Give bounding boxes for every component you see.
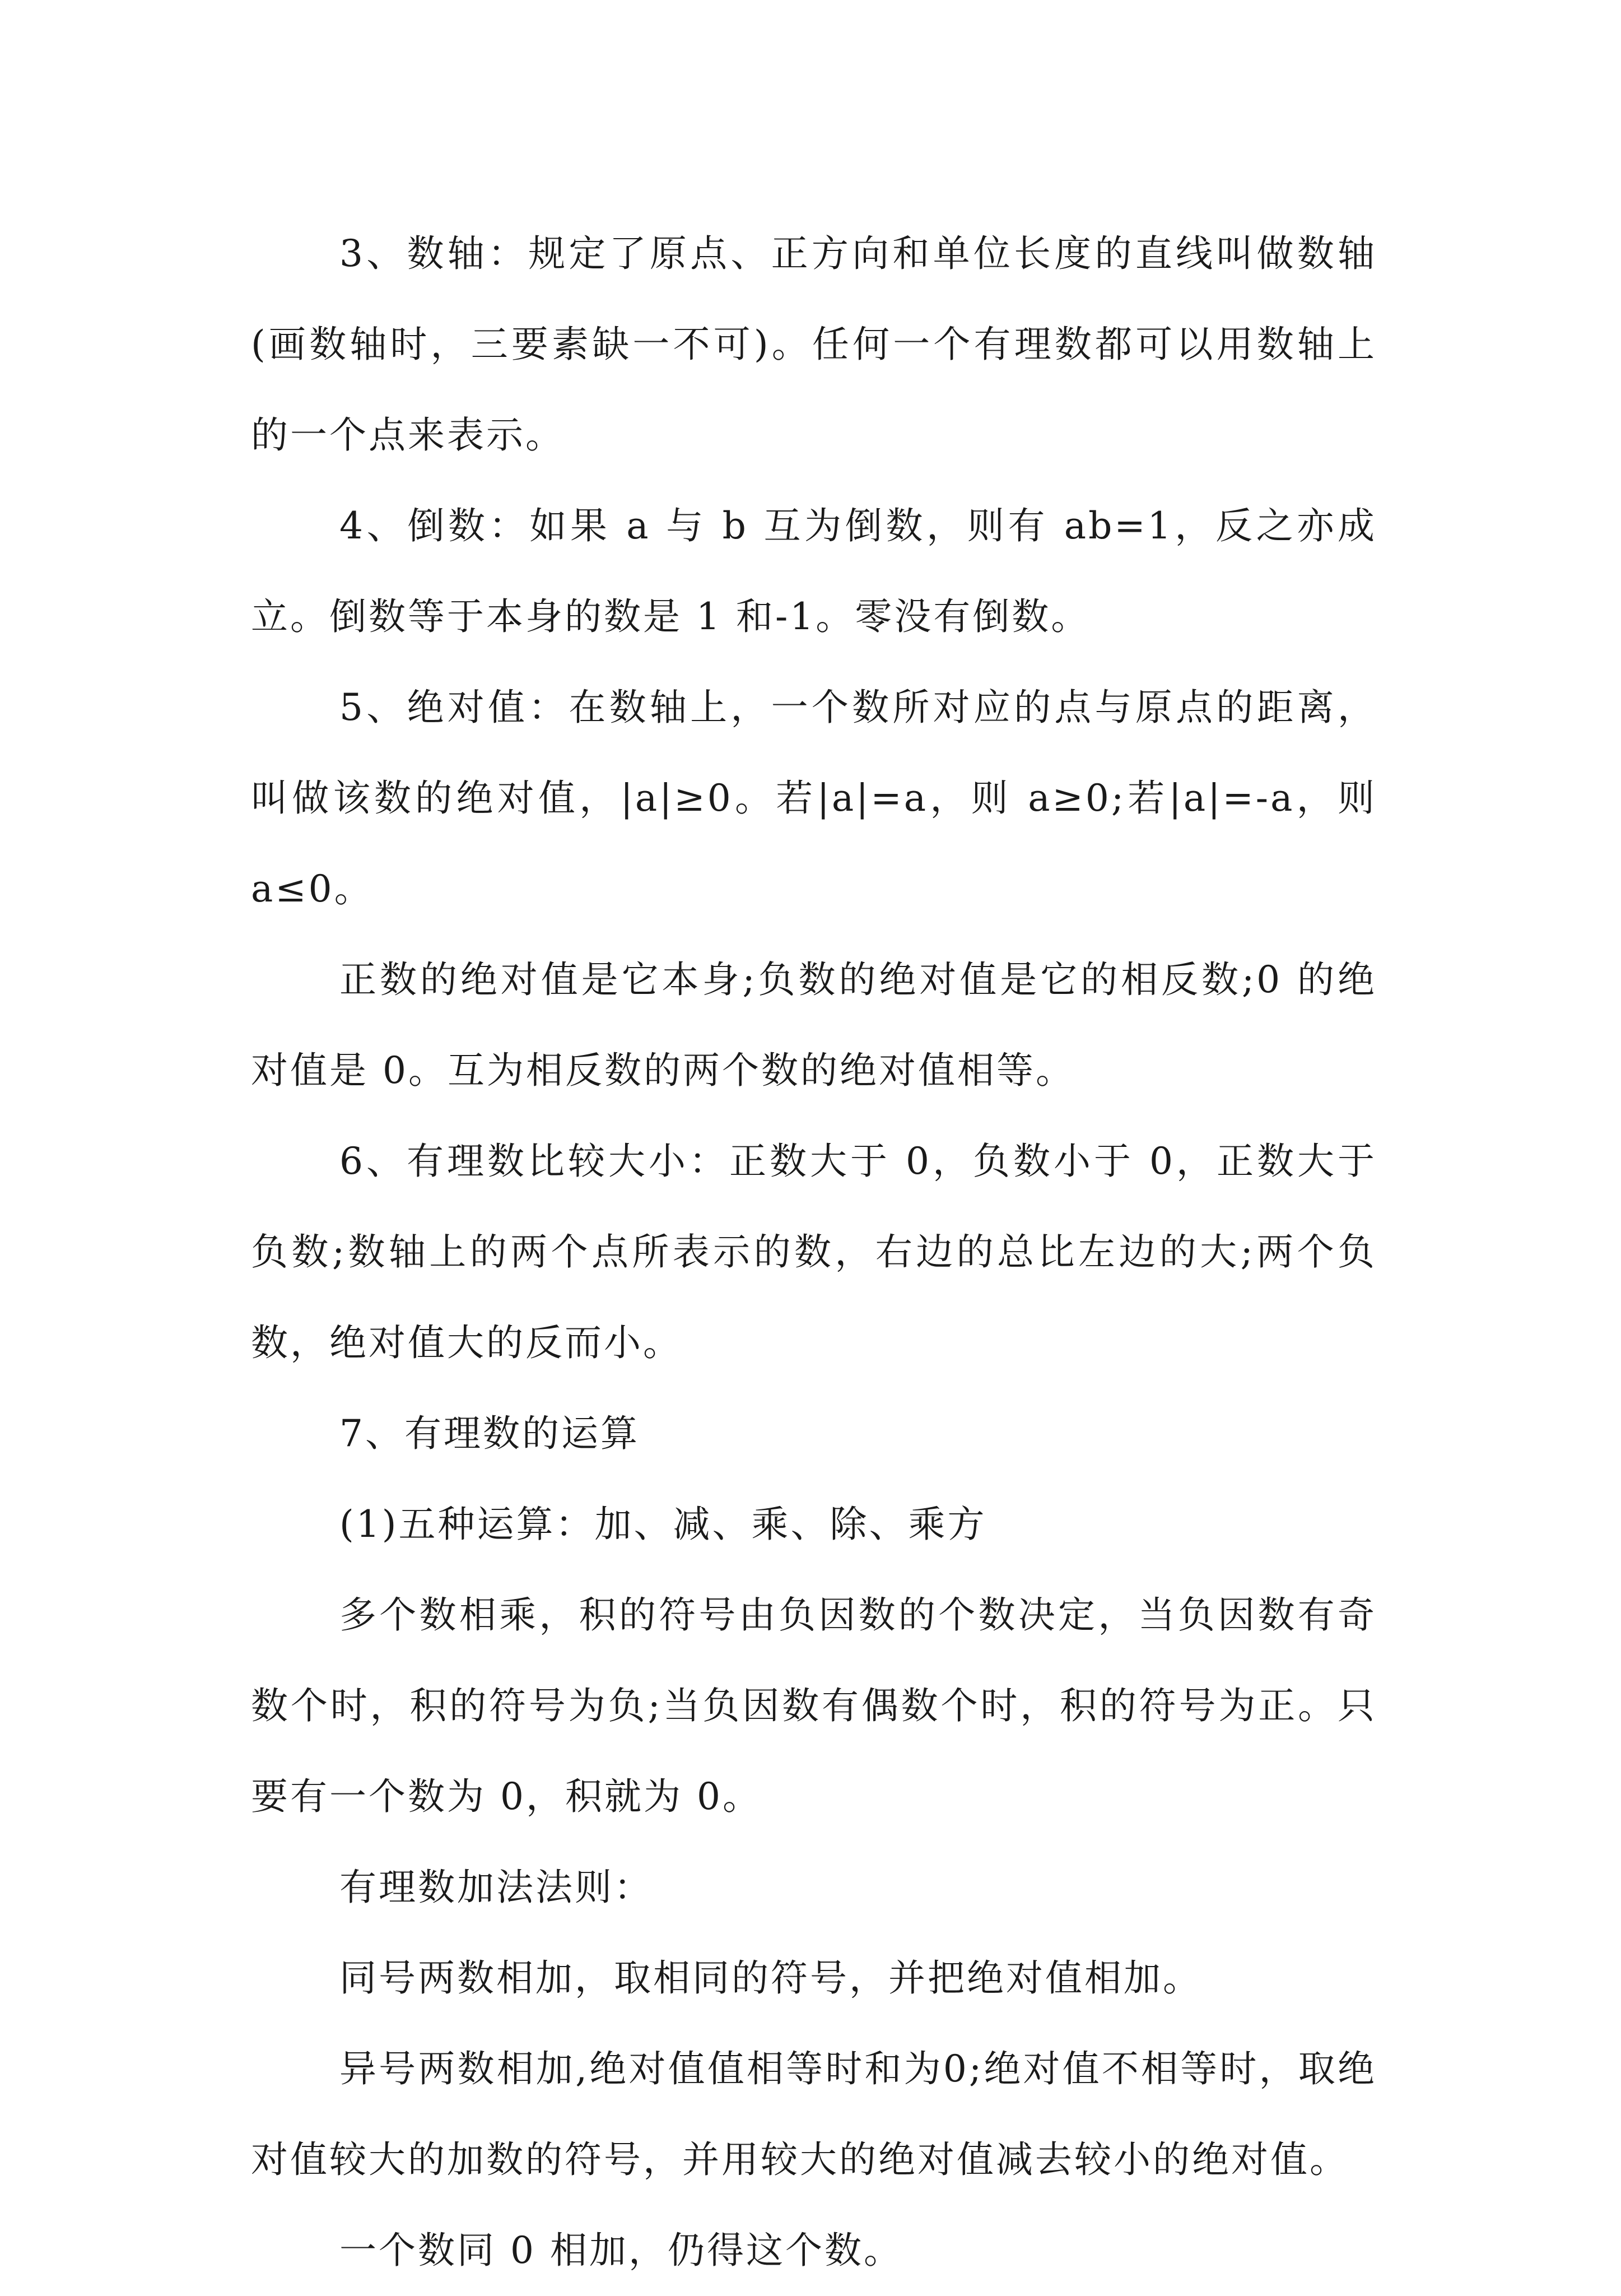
paragraph-add-zero: 一个数同 0 相加，仍得这个数。 [339, 2229, 903, 2272]
paragraph-absolute-value: 5、绝对值：在数轴上，一个数所对应的点与原点的距离，叫做该数的绝对值，|a|≥0。若|a|=a，则 a≥0;若|a|=-a，则 a≤0。 [251, 686, 1377, 910]
paragraph-same-sign-addition: 同号两数相加，取相同的符号，并把绝对值相加。 [339, 1956, 1202, 2000]
document-body [251, 208, 1377, 2296]
paragraph-addition-rules-heading: 有理数加法法则： [339, 1866, 653, 1909]
paragraph-five-operations: (1)五种运算：加、减、乘、除、乘方 [339, 1503, 987, 1546]
paragraph-absolute-value-properties: 正数的绝对值是它本身;负数的绝对值是它的相反数;0 的绝对值是 0。互为相反数的两个数的绝对值相等。 [251, 958, 1377, 1092]
paragraph-number-line: 3、数轴：规定了原点、正方向和单位长度的直线叫做数轴(画数轴时，三要素缺一不可)。任何一个有理数都可以用数轴上的一个点来表示。 [251, 232, 1377, 457]
paragraph-reciprocal: 4、倒数：如果 a 与 b 互为倒数，则有 ab=1，反之亦成立。倒数等于本身的数是 1 和-1。零没有倒数。 [251, 504, 1377, 638]
paragraph-different-sign-addition: 异号两数相加,绝对值值相等时和为0;绝对值不相等时，取绝对值较大的加数的符号，并用较大的绝对值减去较小的绝对值。 [251, 2047, 1377, 2181]
paragraph-operations-heading: 7、有理数的运算 [339, 1412, 640, 1455]
paragraph-multiplication-sign: 多个数相乘，积的符号由负因数的个数决定，当负因数有奇数个时，积的符号为负;当负因数有偶数个时，积的符号为正。只要有一个数为 0，积就为 0。 [251, 1593, 1377, 1818]
paragraph-compare-rationals: 6、有理数比较大小：正数大于 0，负数小于 0，正数大于负数;数轴上的两个点所表示的数，右边的总比左边的大;两个负数，绝对值大的反而小。 [251, 1140, 1377, 1364]
